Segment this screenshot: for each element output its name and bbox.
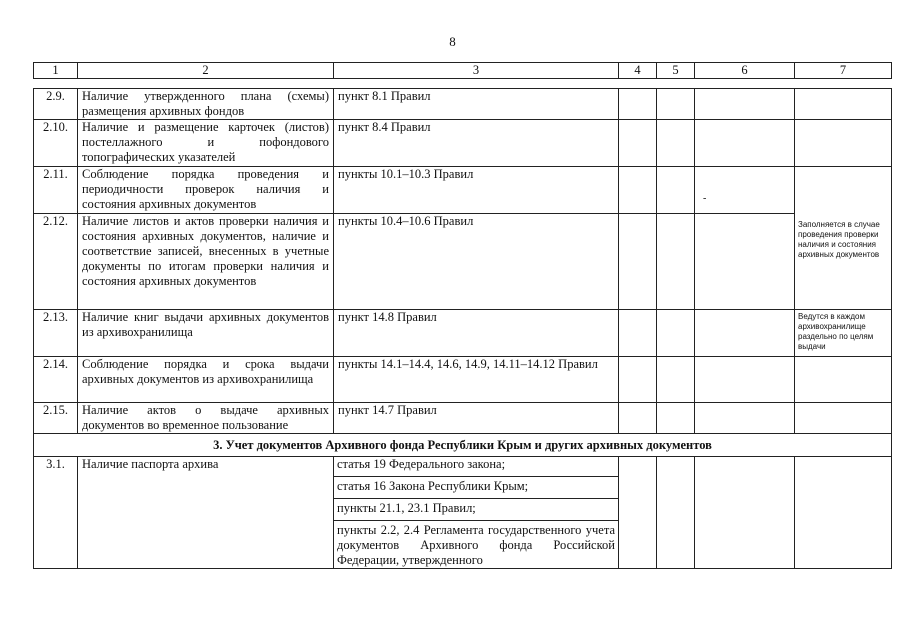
cell-col5 — [657, 310, 695, 357]
column-header-5: 5 — [657, 63, 695, 79]
row-number: 3.1. — [34, 457, 78, 569]
cell-col4 — [619, 403, 657, 434]
row-description: Наличие листов и актов проверки наличия и состояния архивных документов, наличие и соответствие записей, внесенных в учетные документы по итогам проверки наличия и состояния архивных документов — [78, 214, 334, 310]
reference-text: статья 19 Федерального закона; — [337, 457, 506, 471]
table-row — [34, 310, 892, 357]
row-reference: пункт 8.1 Правил — [334, 89, 619, 120]
row-reference: пункты 10.1–10.3 Правил — [334, 167, 619, 214]
row-description: Наличие актов о выдаче архивных документов во временное пользование — [78, 403, 334, 434]
reference-item — [334, 477, 618, 499]
row-description: Соблюдение порядка и срока выдачи архивных документов из архивохранилища — [78, 357, 334, 403]
note-issuance-books: Ведутся в каждом архивохранилище раздельно по целям выдачи — [795, 310, 892, 357]
column-header-6: 6 — [695, 63, 795, 79]
row-reference: пункты 10.4–10.6 Правил — [334, 214, 619, 310]
row-number: 2.9. — [34, 89, 78, 120]
cell-col4 — [619, 310, 657, 357]
column-number-row — [34, 63, 892, 79]
row-number: 2.10. — [34, 120, 78, 167]
cell-col6 — [695, 457, 795, 569]
column-header-table — [33, 62, 892, 79]
row-description: Наличие паспорта архива — [78, 457, 334, 569]
reference-text: пункты 21.1, 23.1 Правил; — [337, 501, 476, 515]
cell-col4 — [619, 457, 657, 569]
row-description: Соблюдение порядка проведения и периодичности проверок наличия и состояния архивных документов — [78, 167, 334, 214]
dash-mark: - — [703, 193, 707, 204]
row-number: 2.13. — [34, 310, 78, 357]
row-reference: пункт 8.4 Правил — [334, 120, 619, 167]
cell-col6 — [695, 167, 795, 214]
cell-col5 — [657, 167, 695, 214]
table-row — [34, 89, 892, 120]
row-reference: пункт 14.8 Правил — [334, 310, 619, 357]
column-header-4: 4 — [619, 63, 657, 79]
cell-col6 — [695, 89, 795, 120]
cell-col6 — [695, 214, 795, 310]
note-inspection-text: Заполняется в случае проведения проверки наличия и состояния архивных документов — [798, 220, 880, 259]
cell-col4 — [619, 120, 657, 167]
table-row — [34, 357, 892, 403]
cell-col6 — [695, 357, 795, 403]
table-row — [34, 120, 892, 167]
cell-col5 — [657, 89, 695, 120]
reference-item — [334, 457, 618, 477]
table-row — [34, 167, 892, 214]
row-description: Наличие утвержденного плана (схемы) размещения архивных фондов — [78, 89, 334, 120]
section-3-title: 3. Учет документов Архивного фонда Республики Крым и других архивных документов — [34, 434, 892, 457]
cell-col4 — [619, 357, 657, 403]
row-reference: пункт 14.7 Правил — [334, 403, 619, 434]
reference-text: статья 16 Закона Республики Крым; — [337, 479, 529, 493]
cell-col6 — [695, 403, 795, 434]
row-description: Наличие книг выдачи архивных документов из архивохранилища — [78, 310, 334, 357]
row-reference-list — [334, 457, 619, 569]
row-number: 2.15. — [34, 403, 78, 434]
reference-item — [334, 499, 618, 521]
cell-col7 — [795, 457, 892, 569]
row-number: 2.14. — [34, 357, 78, 403]
column-header-2: 2 — [78, 63, 334, 79]
cell-col4 — [619, 214, 657, 310]
cell-col5 — [657, 403, 695, 434]
table-row — [34, 403, 892, 434]
cell-col6 — [695, 120, 795, 167]
cell-col6 — [695, 310, 795, 357]
cell-col7 — [795, 403, 892, 434]
row-reference: пункты 14.1–14.4, 14.6, 14.9, 14.11–14.12 Правил — [334, 357, 619, 403]
cell-col7 — [795, 120, 892, 167]
note-inspection — [795, 167, 892, 310]
table-row — [34, 457, 892, 569]
section-heading-row — [34, 434, 892, 457]
table-row — [34, 214, 892, 310]
reference-text: пункты 2.2, 2.4 Регламента государственного учета документов Архивного фонда Российской Федерации, утвержденного — [337, 523, 615, 567]
cell-col7 — [795, 89, 892, 120]
row-number: 2.12. — [34, 214, 78, 310]
cell-col5 — [657, 120, 695, 167]
cell-col5 — [657, 214, 695, 310]
cell-col7 — [795, 357, 892, 403]
cell-col5 — [657, 457, 695, 569]
column-header-1: 1 — [34, 63, 78, 79]
row-number: 2.11. — [34, 167, 78, 214]
reference-item — [334, 521, 618, 568]
column-header-3: 3 — [334, 63, 619, 79]
column-header-7: 7 — [795, 63, 892, 79]
checklist-table — [33, 88, 892, 569]
cell-col4 — [619, 89, 657, 120]
row-description: Наличие и размещение карточек (листов) постеллажного и пофондового топографических указателей — [78, 120, 334, 167]
page-number: 8 — [449, 34, 456, 49]
cell-col4 — [619, 167, 657, 214]
cell-col5 — [657, 357, 695, 403]
